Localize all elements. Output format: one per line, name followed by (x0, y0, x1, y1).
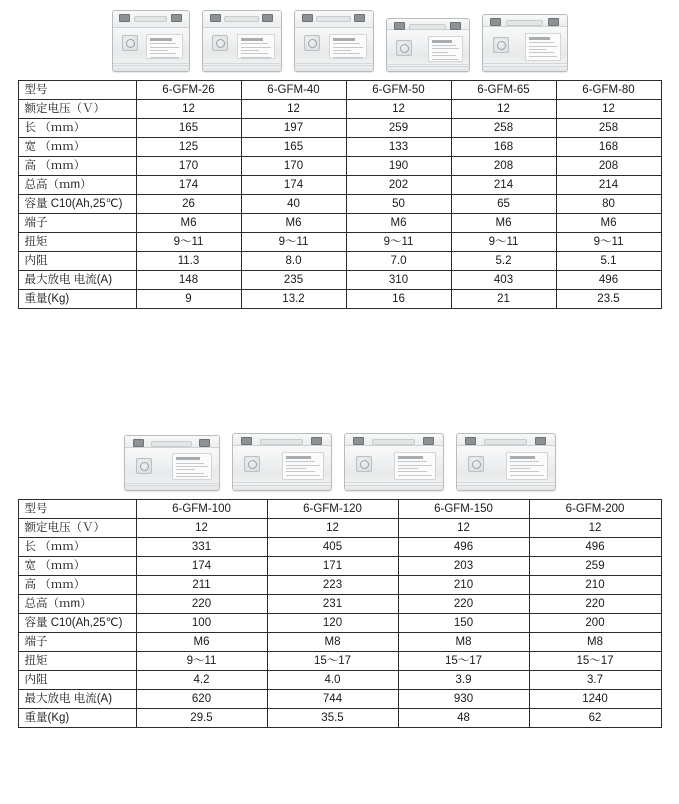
battery-terminal-left (133, 439, 144, 447)
data-cell: 5.1 (556, 252, 661, 271)
data-cell: 210 (398, 576, 529, 595)
battery-label (146, 34, 183, 59)
brand-logo-icon (396, 40, 412, 56)
row-header-cell: 总高（ｍm） (18, 176, 136, 195)
data-cell: 40 (241, 195, 346, 214)
data-cell: 16 (346, 290, 451, 309)
spec-table-2-wrap (0, 499, 679, 728)
data-cell: 12 (346, 100, 451, 119)
data-cell: 62 (529, 709, 661, 728)
data-cell: M6 (136, 633, 267, 652)
battery-stripe (483, 63, 567, 64)
data-cell: 496 (556, 271, 661, 290)
battery-terminal-left (490, 18, 501, 26)
row-header-cell: 端子 (18, 633, 136, 652)
table-row (18, 157, 661, 176)
model-header-cell: 6-GFM-100 (136, 500, 267, 519)
data-cell: 26 (136, 195, 241, 214)
data-cell: 29.5 (136, 709, 267, 728)
brand-logo-icon (244, 456, 260, 472)
table-row (18, 519, 661, 538)
battery-stripe (233, 482, 331, 483)
data-cell: 48 (398, 709, 529, 728)
row-header-cell: 型号 (18, 500, 136, 519)
table-row (18, 214, 661, 233)
table-row (18, 81, 661, 100)
battery-stripe (387, 64, 469, 65)
data-cell: 35.5 (267, 709, 398, 728)
row-header-cell: 总高（ｍm） (18, 595, 136, 614)
battery-vent (316, 16, 350, 22)
brand-logo-icon (468, 456, 484, 472)
battery-6-gfm-200 (456, 433, 556, 491)
data-cell: 202 (346, 176, 451, 195)
data-cell: 3.7 (529, 671, 661, 690)
battery-6-gfm-100 (124, 435, 220, 491)
battery-stripe (113, 63, 189, 64)
data-cell: 50 (346, 195, 451, 214)
data-cell: M6 (241, 214, 346, 233)
table-row (18, 138, 661, 157)
data-cell: 165 (136, 119, 241, 138)
data-cell: 12 (241, 100, 346, 119)
model-header-cell: 6-GFM-150 (398, 500, 529, 519)
data-cell: 15～17 (529, 652, 661, 671)
product-image-row-2 (0, 427, 679, 499)
model-header-cell: 6-GFM-50 (346, 81, 451, 100)
data-cell: 496 (398, 538, 529, 557)
data-cell: 12 (451, 100, 556, 119)
battery-terminal-right (171, 14, 182, 22)
table-row (18, 195, 661, 214)
row-header-cell: 最大放电 电流(A) (18, 271, 136, 290)
data-cell: 120 (267, 614, 398, 633)
data-cell: 190 (346, 157, 451, 176)
data-cell: 9～11 (241, 233, 346, 252)
battery-base (345, 485, 443, 490)
table-row (18, 538, 661, 557)
battery-base (295, 65, 373, 71)
battery-terminal-right (311, 437, 322, 445)
data-cell: 174 (241, 176, 346, 195)
battery-vent (506, 20, 543, 26)
table-row (18, 633, 661, 652)
data-cell: 9～11 (346, 233, 451, 252)
data-cell: 4.2 (136, 671, 267, 690)
data-cell: 203 (398, 557, 529, 576)
data-cell: 331 (136, 538, 267, 557)
data-cell: 12 (136, 519, 267, 538)
row-header-cell: 端子 (18, 214, 136, 233)
row-header-cell: 长 （ｍｍ） (18, 538, 136, 557)
row-header-cell: 重量(Kg) (18, 709, 136, 728)
battery-6-gfm-120 (232, 433, 332, 491)
data-cell: 21 (451, 290, 556, 309)
data-cell: 3.9 (398, 671, 529, 690)
battery-vent (409, 24, 445, 30)
row-header-cell: 额定电压（Ｖ） (18, 100, 136, 119)
table-row (18, 652, 661, 671)
row-header-cell: 宽 （ｍｍ） (18, 557, 136, 576)
data-cell: 174 (136, 176, 241, 195)
battery-terminal-right (535, 437, 546, 445)
data-cell: 9～11 (136, 233, 241, 252)
battery-terminal-right (423, 437, 434, 445)
data-cell: 150 (398, 614, 529, 633)
model-header-cell: 6-GFM-26 (136, 81, 241, 100)
data-cell: 12 (267, 519, 398, 538)
data-cell: 170 (136, 157, 241, 176)
data-cell: 197 (241, 119, 346, 138)
data-cell: 168 (556, 138, 661, 157)
data-cell: 133 (346, 138, 451, 157)
battery-vent (484, 439, 527, 445)
row-header-cell: 内阻 (18, 252, 136, 271)
table-row (18, 252, 661, 271)
data-cell: 171 (267, 557, 398, 576)
row-header-cell: 容量 C10(Ah,25℃) (18, 195, 136, 214)
brand-logo-icon (304, 35, 320, 51)
data-cell: 65 (451, 195, 556, 214)
data-cell: 214 (451, 176, 556, 195)
battery-terminal-left (210, 14, 221, 22)
data-cell: 5.2 (451, 252, 556, 271)
data-cell: 100 (136, 614, 267, 633)
data-cell: 9 (136, 290, 241, 309)
model-header-cell: 6-GFM-65 (451, 81, 556, 100)
data-cell: 1240 (529, 690, 661, 709)
row-header-cell: 宽 （ｍｍ） (18, 138, 136, 157)
spec-table-large-models (18, 499, 662, 728)
data-cell: 200 (529, 614, 661, 633)
data-cell: 170 (241, 157, 346, 176)
table-row (18, 119, 661, 138)
model-header-cell: 6-GFM-40 (241, 81, 346, 100)
data-cell: 496 (529, 538, 661, 557)
data-cell: 9～11 (136, 652, 267, 671)
table-row (18, 595, 661, 614)
data-cell: M6 (346, 214, 451, 233)
data-cell: M6 (451, 214, 556, 233)
battery-vent (260, 439, 303, 445)
battery-base (113, 65, 189, 71)
data-cell: 235 (241, 271, 346, 290)
battery-terminal-right (450, 22, 461, 30)
data-cell: 12 (136, 100, 241, 119)
data-cell: 220 (398, 595, 529, 614)
battery-terminal-left (119, 14, 130, 22)
battery-label (506, 452, 547, 480)
battery-stripe (345, 482, 443, 483)
battery-vent (134, 16, 167, 22)
brand-logo-icon (356, 456, 372, 472)
table-row (18, 709, 661, 728)
data-cell: M8 (398, 633, 529, 652)
data-cell: 15～17 (398, 652, 529, 671)
data-cell: 12 (529, 519, 661, 538)
battery-terminal-left (394, 22, 405, 30)
battery-label (282, 452, 323, 480)
model-header-cell: 6-GFM-120 (267, 500, 398, 519)
battery-6-gfm-40 (202, 10, 282, 72)
data-cell: 220 (136, 595, 267, 614)
battery-base (203, 65, 281, 71)
data-cell: M6 (136, 214, 241, 233)
data-cell: 210 (529, 576, 661, 595)
data-cell: 310 (346, 271, 451, 290)
data-cell: 12 (398, 519, 529, 538)
row-header-cell: 容量 C10(Ah,25℃) (18, 614, 136, 633)
data-cell: 9～11 (556, 233, 661, 252)
brand-logo-icon (136, 458, 152, 474)
battery-label (237, 34, 275, 59)
battery-6-gfm-26 (112, 10, 190, 72)
data-cell: 174 (136, 557, 267, 576)
row-header-cell: 重量(Kg) (18, 290, 136, 309)
battery-terminal-right (354, 14, 365, 22)
battery-terminal-left (353, 437, 364, 445)
data-cell: 405 (267, 538, 398, 557)
battery-stripe (457, 482, 555, 483)
battery-label (172, 453, 212, 480)
row-header-cell: 额定电压（Ｖ） (18, 519, 136, 538)
data-cell: 258 (556, 119, 661, 138)
data-cell: 231 (267, 595, 398, 614)
data-cell: 259 (529, 557, 661, 576)
battery-label (428, 36, 463, 62)
data-cell: 620 (136, 690, 267, 709)
table-row (18, 100, 661, 119)
model-header-cell: 6-GFM-80 (556, 81, 661, 100)
battery-stripe (125, 483, 219, 484)
data-cell: 9～11 (451, 233, 556, 252)
battery-6-gfm-80 (482, 14, 568, 72)
model-header-cell: 6-GFM-200 (529, 500, 661, 519)
data-cell: 165 (241, 138, 346, 157)
table-row (18, 614, 661, 633)
battery-base (387, 66, 469, 71)
data-cell: 168 (451, 138, 556, 157)
product-image-row-1 (0, 0, 679, 80)
data-cell: 930 (398, 690, 529, 709)
row-header-cell: 最大放电 电流(A) (18, 690, 136, 709)
battery-terminal-left (241, 437, 252, 445)
battery-terminal-right (262, 14, 273, 22)
battery-6-gfm-150 (344, 433, 444, 491)
data-cell: 8.0 (241, 252, 346, 271)
battery-terminal-left (302, 14, 313, 22)
brand-logo-icon (493, 37, 509, 53)
data-cell: 15～17 (267, 652, 398, 671)
battery-label (525, 33, 561, 61)
row-header-cell: 长 （ｍｍ） (18, 119, 136, 138)
row-header-cell: 高 （ｍｍ） (18, 157, 136, 176)
data-cell: 4.0 (267, 671, 398, 690)
data-cell: 214 (556, 176, 661, 195)
battery-label (329, 34, 367, 59)
spec-table-1-wrap (0, 80, 679, 309)
data-cell: 208 (556, 157, 661, 176)
row-header-cell: 高 （ｍｍ） (18, 576, 136, 595)
data-cell: 7.0 (346, 252, 451, 271)
brand-logo-icon (212, 35, 228, 51)
data-cell: 12 (556, 100, 661, 119)
battery-6-gfm-50 (294, 10, 374, 72)
table-row (18, 176, 661, 195)
battery-base (125, 485, 219, 490)
data-cell: 125 (136, 138, 241, 157)
battery-terminal-left (465, 437, 476, 445)
row-header-cell: 型号 (18, 81, 136, 100)
data-cell: 258 (451, 119, 556, 138)
table-row (18, 500, 661, 519)
battery-vent (151, 441, 192, 447)
battery-stripe (203, 63, 281, 64)
data-cell: M8 (267, 633, 398, 652)
data-cell: 80 (556, 195, 661, 214)
data-cell: 403 (451, 271, 556, 290)
data-cell: 220 (529, 595, 661, 614)
data-cell: 11.3 (136, 252, 241, 271)
section-gap (0, 309, 679, 427)
battery-base (457, 485, 555, 490)
battery-base (483, 66, 567, 71)
table-row (18, 233, 661, 252)
data-cell: 259 (346, 119, 451, 138)
table-row (18, 290, 661, 309)
row-header-cell: 扭矩 (18, 652, 136, 671)
table-row (18, 576, 661, 595)
data-cell: 13.2 (241, 290, 346, 309)
battery-terminal-right (199, 439, 210, 447)
battery-vent (372, 439, 415, 445)
table-row (18, 557, 661, 576)
data-cell: M6 (556, 214, 661, 233)
battery-stripe (295, 63, 373, 64)
battery-vent (224, 16, 258, 22)
row-header-cell: 扭矩 (18, 233, 136, 252)
data-cell: 23.5 (556, 290, 661, 309)
row-header-cell: 内阻 (18, 671, 136, 690)
table-row (18, 671, 661, 690)
data-cell: 208 (451, 157, 556, 176)
data-cell: 148 (136, 271, 241, 290)
spec-table-small-models (18, 80, 662, 309)
data-cell: 211 (136, 576, 267, 595)
brand-logo-icon (122, 35, 138, 51)
battery-terminal-right (548, 18, 559, 26)
data-cell: 223 (267, 576, 398, 595)
data-cell: M8 (529, 633, 661, 652)
battery-label (394, 452, 435, 480)
data-cell: 744 (267, 690, 398, 709)
table-row (18, 690, 661, 709)
table-row (18, 271, 661, 290)
battery-6-gfm-65 (386, 18, 470, 72)
battery-base (233, 485, 331, 490)
